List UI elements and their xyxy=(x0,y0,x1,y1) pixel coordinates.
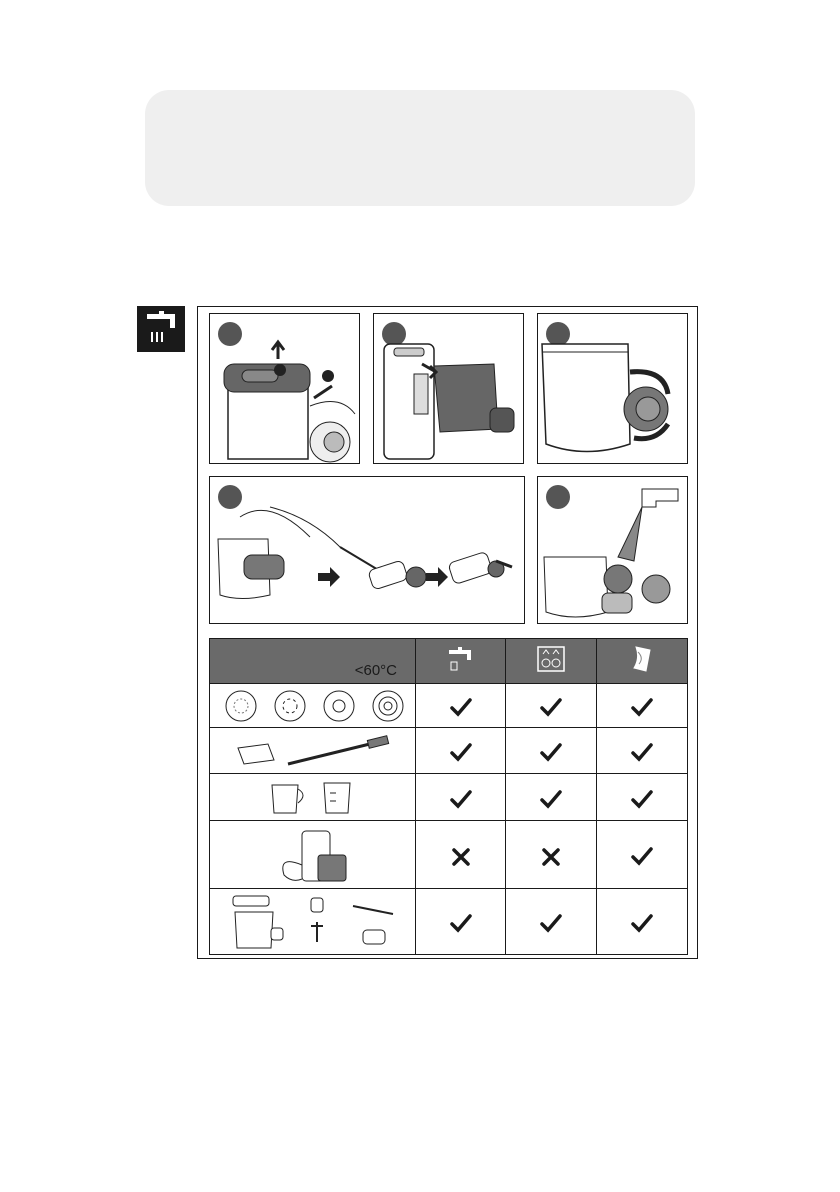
step-panel-remove-lid xyxy=(209,313,360,464)
mark-cell xyxy=(416,728,506,774)
main-unit-icon xyxy=(210,821,416,889)
detach-chamber-illustration xyxy=(374,314,524,464)
table-row xyxy=(210,774,688,821)
mark-cell xyxy=(597,774,688,821)
mark-cell xyxy=(416,821,506,889)
mark-cell xyxy=(597,889,688,955)
mark-cell xyxy=(416,684,506,728)
step-panel-detach-chamber xyxy=(373,313,524,464)
mark-cell xyxy=(506,774,597,821)
mark-cell xyxy=(416,774,506,821)
tap-water-icon xyxy=(137,306,185,352)
mark-cell xyxy=(416,889,506,955)
tap-water-icon xyxy=(416,639,506,684)
step-panel-rinse-under-tap xyxy=(537,476,688,624)
mark-cell xyxy=(597,684,688,728)
cleaning-tools-icon xyxy=(210,728,416,774)
step-panel-disassemble-mixing-paddle xyxy=(209,476,525,624)
table-row xyxy=(210,889,688,955)
cleaning-method-table xyxy=(209,638,688,955)
mark-cell xyxy=(506,728,597,774)
table-row xyxy=(210,821,688,889)
table-row xyxy=(210,728,688,774)
measuring-cups-icon xyxy=(210,774,416,821)
unscrew-front-illustration xyxy=(538,314,688,464)
mark-cell xyxy=(506,821,597,889)
temperature-label: <60°C xyxy=(210,639,416,684)
mark-cell xyxy=(597,728,688,774)
mark-cell xyxy=(506,889,597,955)
note-box xyxy=(145,90,695,206)
step-panel-unscrew-front xyxy=(537,313,688,464)
mark-cell xyxy=(506,684,597,728)
rinse-under-tap-illustration xyxy=(538,477,688,624)
remove-lid-illustration xyxy=(210,314,360,464)
dishwasher-icon xyxy=(506,639,597,684)
shaping-discs-icon xyxy=(210,684,416,728)
cloth-icon xyxy=(597,639,688,684)
detachable-parts-icon xyxy=(210,889,416,955)
table-row xyxy=(210,684,688,728)
disassemble-mixing-paddle-illustration xyxy=(210,477,525,624)
mark-cell xyxy=(597,821,688,889)
